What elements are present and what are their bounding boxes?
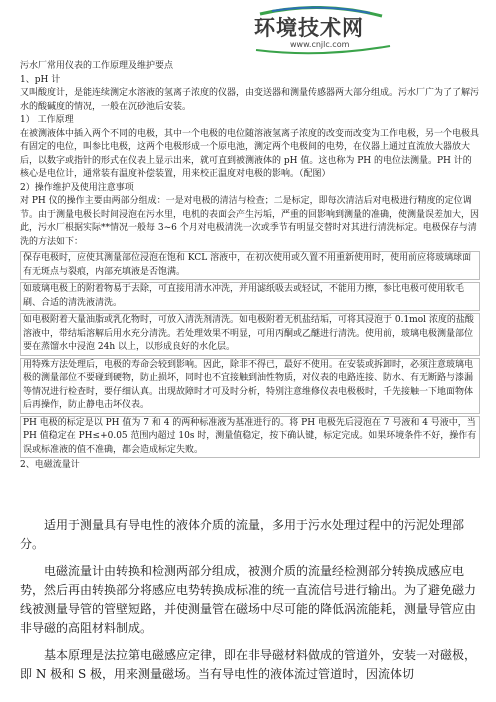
paragraph-ph-intro: 又叫酸度计，是能连续测定水溶液的氢离子浓度的仪器，由变送器和测量传感器两大部分组成。污水厂广为了了解污水的酸碱度的情况，一般在沉砂池后安装。 <box>20 88 480 112</box>
boxed-paragraph-handling: 用特殊方法处理后，电极的寿命会较到影响。因此，除非不得已，最好不使用。在安装或拆卸时，必须注意玻璃电极的测量部位不要碰到硬物，防止损坏，同时也不宜接触到油性物质，对仪表的电路连接、防水、有无断路与漆漏等情况进行检查时，要仔细认真。出现故障时才可及时分析，特别注意维修仪表电极极时，千先接触一下地面物体后再操作，防止静电击坏仪表。 <box>20 358 480 414</box>
document-title: 污水厂常用仪表的工作原理及维护要点 <box>20 61 174 71</box>
section-heading-ph: 1、pH 计 <box>20 74 61 85</box>
paragraph-flowmeter-use: 适用于测量具有导电性的液体介质的流量，多用于污水处理过程中的污泥处理部分。 <box>20 518 465 551</box>
boxed-paragraph-calibration: PH 电极的标定是以 PH 值为 7 和 4 的两种标准液为基准进行的。将 PH 电极先后浸泡在 7 号液和 4 号液中，当 PH 值稳定在 PH≤+0.05 范围内超过 10s 时，测量值稳定，按下确认键，标定完成。如果环境条件不好，操作有误或标准液的值不准确，都会造成标定失败。 <box>20 416 480 459</box>
logo-url: www.cnjlc.com <box>290 40 350 49</box>
paragraph-principle: 在被测液体中插入两个不同的电极，其中一个电极的电位随溶液氢离子浓度的改变而改变为工作电极，另一个电极具有固定的电位，叫参比电极，这两个电极形成一个原电池，测定两个电极间的电势，在仪器上通过直流放大器放大后，以数字或指针的形式在仪表上显示出来，就可直到被测液体的 pH 值。这也称为 PH 的电位法测量。PH 计的核心是电位计，通常装有温度补偿装置，用来校正温度对电极的影响。（配图） <box>20 128 480 179</box>
paragraph-flowmeter-structure: 电磁流量计由转换和检测两部分组成，被测介质的流量经检测部分转换成感应电势，然后再由转换部分将感应电势转换成标准的统一直流信号进行输出。为了避免磁力线被测量导管的管壁短路，并使测量管在磁场中尽可能的降低涡流能耗，测量导管应由非导磁的高阻材料制成。 <box>20 564 477 635</box>
paragraph-maintenance: 对 PH 仪的操作主要由两部分组成：一是对电极的清洁与检查；二是标定，即每次清洁后对电极进行精度的定位调节。由于测量电极长时间浸泡在污水里，电机的表面会产生污垢，严重的回影响到测量的准确，使测量误差加大，因此，污水厂根据实际**情况一般每 3~6 个月对电极清洗一次或季节有明显交替时对其进行清洗标定。电极保存与清洗的方法如下： <box>20 196 480 247</box>
subheading-principle: 1） 工作原理 <box>20 115 74 125</box>
logo-title: 环境技术网 <box>254 16 364 40</box>
paragraph-flowmeter-principle: 基本原理是法拉第电磁感应定律，即在非导磁材料做成的管道外，安装一对磁极，即 N 极和 S 极，用来测量磁场。当有导电性的液体流过管道时，因流体切 <box>20 648 477 681</box>
site-logo <box>250 6 400 56</box>
section-heading-flowmeter: 2、电磁流量计 <box>20 460 80 470</box>
boxed-paragraph-cleaning: 如电极附着大量油脂或乳化物时，可放入清洗剂清洗。如电极附着无机盐结垢，可将其浸泡于 0.1mol 浓度的盐酸溶液中，带结垢溶解后用水充分清洗。若处理效果不明显，可用丙酮或乙醚进行清洗。使用前，玻璃电极测量部位要在蒸馏水中浸泡 24h 以上，以形成良好的水化层。 <box>20 313 480 356</box>
boxed-paragraph-storage: 保存电极时，应使其测量部位浸泡在饱和 KCL 溶液中，在初次使用或久置不用重新使用时，使用前应将玻璃球面有无斑点与裂痕，内部充填液是否饱满。 <box>20 251 480 280</box>
boxed-paragraph-rinse: 如玻璃电极上的附着物易于去除，可直接用清水冲洗，并用滤纸吸去或轻试，不能用力擦，参比电极可使用软毛刷、合适的清洗液清洗。 <box>20 282 480 311</box>
document-body-large <box>20 516 480 692</box>
document-body-small <box>20 60 480 473</box>
subheading-maintenance: 2）操作维护及使用注意事项 <box>20 182 134 193</box>
